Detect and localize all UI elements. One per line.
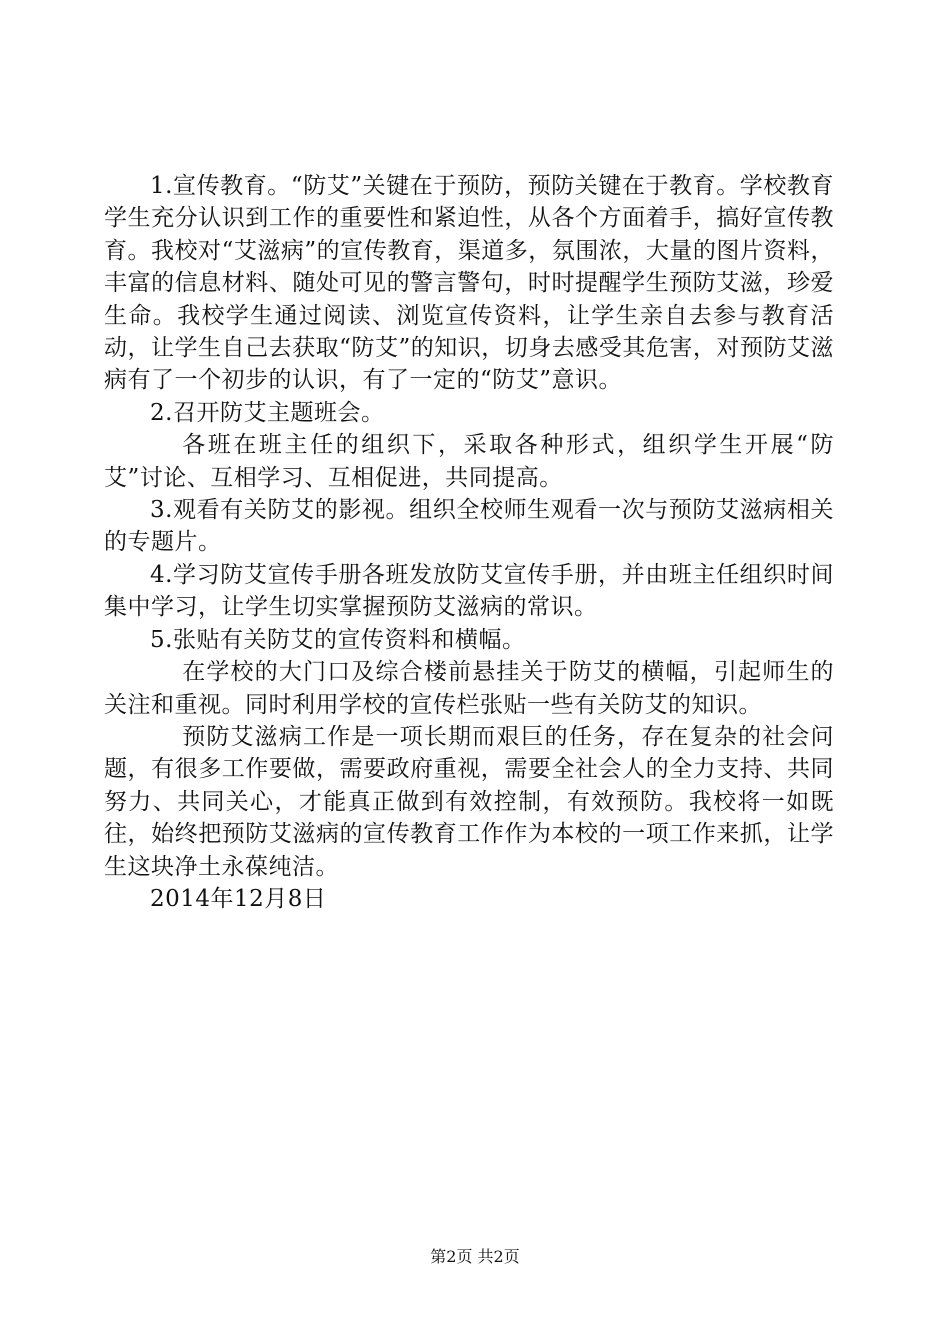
paragraph-watch-films: 3.观看有关防艾的影视。组织全校师生观看一次与预防艾滋病相关的专题片。 <box>104 497 834 556</box>
document-body <box>104 170 834 915</box>
paragraph-study-handbook: 4.学习防艾宣传手册各班发放防艾宣传手册，并由班主任组织时间集中学习，让学生切实掌握预防艾滋病的常识。 <box>104 561 834 621</box>
paragraph-publicity-education: 1.宣传教育。“防艾”关键在于预防，预防关键在于教育。学校教育学生充分认识到工作的重要性和紧迫性，从各个方面着手，搞好宣传教育。我校对“艾滋病”的宣传教育，渠道多，氛围浓，大量的图片资料，丰富的信息材料、随处可见的警言警句，时时提醒学生预防艾滋，珍爱生命。我校学生通过阅读、浏览宣传资料，让学生亲自去参与教育活动，让学生自己去获取“防艾”的知识，切身去感受其危害，对预防艾滋病有了一个初步的认识，有了一定的“防艾”意识。 <box>104 173 834 394</box>
paragraph-class-meeting-body: 各班在班主任的组织下，采取各种形式，组织学生开展“防艾”讨论、互相学习、互相促进，共同提高。 <box>104 432 834 491</box>
paragraph-posters-body: 在学校的大门口及综合楼前悬挂关于防艾的横幅，引起师生的关注和重视。同时利用学校的宣传栏张贴一些有关防艾的知识。 <box>104 659 834 718</box>
paragraph-conclusion: 预防艾滋病工作是一项长期而艰巨的任务，存在复杂的社会问题，有很多工作要做，需要政府重视，需要全社会人的全力支持、共同努力、共同关心，才能真正做到有效控制，有效预防。我校将一如既往，始终把预防艾滋病的宣传教育工作作为本校的一项工作来抓，让学生这块净土永葆纯洁。 <box>104 723 834 880</box>
document-date: 2014年12月8日 <box>150 885 327 912</box>
paragraph-posters-heading: 5.张贴有关防艾的宣传资料和横幅。 <box>150 626 526 653</box>
page-footer: 第2页 共2页 <box>430 1247 520 1266</box>
paragraph-class-meeting-heading: 2.召开防艾主题班会。 <box>150 399 385 426</box>
